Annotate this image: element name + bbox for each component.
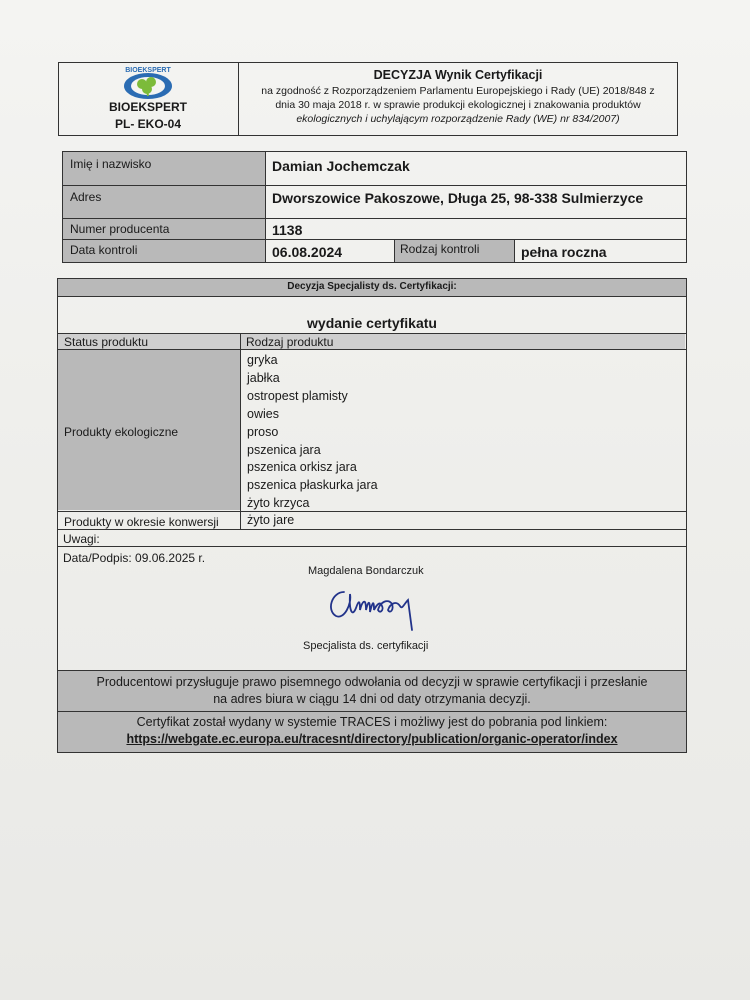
document-title: DECYZJA Wynik Certyfikacji <box>373 68 543 82</box>
traces-line-1: Certyfikat został wydany w systemie TRACES i możliwy jest do pobrania pod linkiem: <box>136 715 608 729</box>
company-name: BIOEKSPERT <box>108 100 187 114</box>
appeal-line-1: Producentowi przysługuje prawo pisemnego odwołania od decyzji w sprawie certyfikacji i przesłanie <box>96 675 648 689</box>
eco-product: żyto krzyca <box>247 496 310 510</box>
date-signature: Data/Podpis: 09.06.2025 r. <box>63 551 206 565</box>
col-status-header: Status produktu <box>64 335 149 349</box>
address-value: Dworszowice Pakoszowe, Długa 25, 98-338 Sulmierzyce <box>272 190 644 206</box>
subtitle-line-3: ekologicznych i uchylającym rozporządzenie Rady (WE) nr 834/2007) <box>296 113 620 125</box>
traces-link[interactable]: https://webgate.ec.europa.eu/tracesnt/directory/publication/organic-operator/index <box>126 732 618 746</box>
producer-number-value: 1138 <box>272 222 303 238</box>
col-type-header: Rodzaj produktu <box>246 335 334 349</box>
eco-products-label: Produkty ekologiczne <box>64 425 179 439</box>
control-date-label: Data kontroli <box>70 243 138 257</box>
logo-text: BIOEKSPERT <box>125 67 171 74</box>
decision-result: wydanie certyfikatu <box>307 315 437 331</box>
eco-product: proso <box>247 425 279 439</box>
eco-product: pszenica jara <box>247 443 321 457</box>
signer-name: Magdalena Bondarczuk <box>308 565 424 577</box>
company-code: PL- EKO-04 <box>114 117 181 131</box>
control-type-value: pełna roczna <box>521 244 607 260</box>
bioekspert-logo <box>118 64 178 100</box>
producer-number-label: Numer producenta <box>70 222 170 236</box>
eco-product: gryka <box>247 353 278 367</box>
name-label: Imię i nazwisko <box>70 157 152 171</box>
eco-product: jabłka <box>247 371 280 385</box>
subtitle-line-2: dnia 30 maja 2018 r. w sprawie produkcji ekologicznej i znakowania produktów <box>275 99 641 111</box>
eco-product: owies <box>247 407 279 421</box>
eco-product: pszenica orkisz jara <box>247 460 357 474</box>
remarks-label: Uwagi: <box>63 532 100 546</box>
control-date-value: 06.08.2024 <box>272 244 343 260</box>
eco-product: ostropest plamisty <box>247 389 348 403</box>
appeal-line-2: na adres biura w ciągu 14 dni od daty otrzymania decyzji. <box>213 692 531 706</box>
name-value: Damian Jochemczak <box>272 158 410 174</box>
handwritten-signature <box>322 580 422 632</box>
control-type-label: Rodzaj kontroli <box>400 242 480 256</box>
signer-role: Specjalista ds. certyfikacji <box>303 640 429 652</box>
conversion-product: żyto jare <box>247 513 295 527</box>
decision-header: Decyzja Specjalisty ds. Certyfikacji: <box>287 281 457 292</box>
subtitle-line-1: na zgodność z Rozporządzeniem Parlamentu Europejskiego i Rady (UE) 2018/848 z <box>261 85 655 97</box>
address-label: Adres <box>70 190 102 204</box>
eco-product: pszenica płaskurka jara <box>247 478 378 492</box>
conversion-products-label: Produkty w okresie konwersji <box>64 515 219 529</box>
